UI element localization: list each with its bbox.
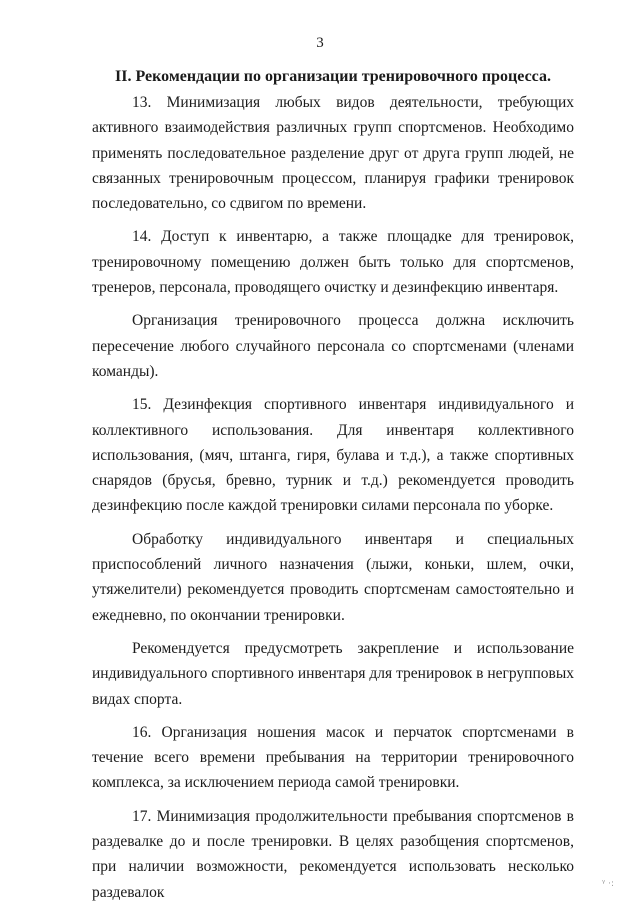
document-body [92, 90, 574, 905]
paragraph-17: 17. Минимизация продолжительности пребывания спортсменов в раздевалке до и после тренировки. В целях разобщения спортсменов, при наличии возможности, рекомендуется использовать несколько раздевалок [92, 807, 574, 901]
paragraph-14: 14. Доступ к инвентарю, а также площадке для тренировок, тренировочному помещению должен быть только для спортсменов, тренеров, персонала, проводящего очистку и дезинфекцию инвентаря. [92, 228, 574, 297]
paragraph-16: 16. Организация ношения масок и перчаток спортсменами в течение всего времени пребывания на территории тренировочного комплекса, за исключением периода самой тренировки. [92, 723, 574, 792]
paragraph-14-continuation: Организация тренировочного процесса должна исключить пересечение любого случайного персонала со спортсменами (членами команды). [92, 312, 574, 380]
paragraph-15-individual: Обработку индивидуального инвентаря и специальных приспособлений личного назначения (лыжи, коньки, шлем, очки, утяжелители) рекомендуется проводить спортсменам самостоятельно и ежедневно, по окончании тренировки. [92, 530, 574, 624]
paragraph-13: 13. Минимизация любых видов деятельности, требующих активного взаимодействия различных групп спортсменов. Необходимо применять последовательное разделение друг от друга групп людей, не связанных тренировочным процессом, планируя графики тренировок последовательно, со сдвигом по времени. [92, 94, 574, 213]
section-heading: II. Рекомендации по организации тренировочного процесса. [115, 68, 551, 85]
paragraph-15-recommendation: Рекомендуется предусмотреть закрепление и использование индивидуального спортивного инвентаря для тренировок в негрупповых видах спорта. [92, 639, 574, 708]
paragraph-15: 15. Дезинфекция спортивного инвентаря индивидуального и коллективного использования. Для инвентаря коллективного использования, (мяч, штанга, гиря, булава и т.д.), а также спортивных снарядов (брусья, бревно, турник и т.д.) рекомендуется проводить дезинфекцию после каждой тренировки силами персонала по уборке. [92, 396, 574, 515]
corner-scan-mark: ᵞ ·: [601, 879, 614, 889]
page-number: 3 [316, 35, 324, 51]
